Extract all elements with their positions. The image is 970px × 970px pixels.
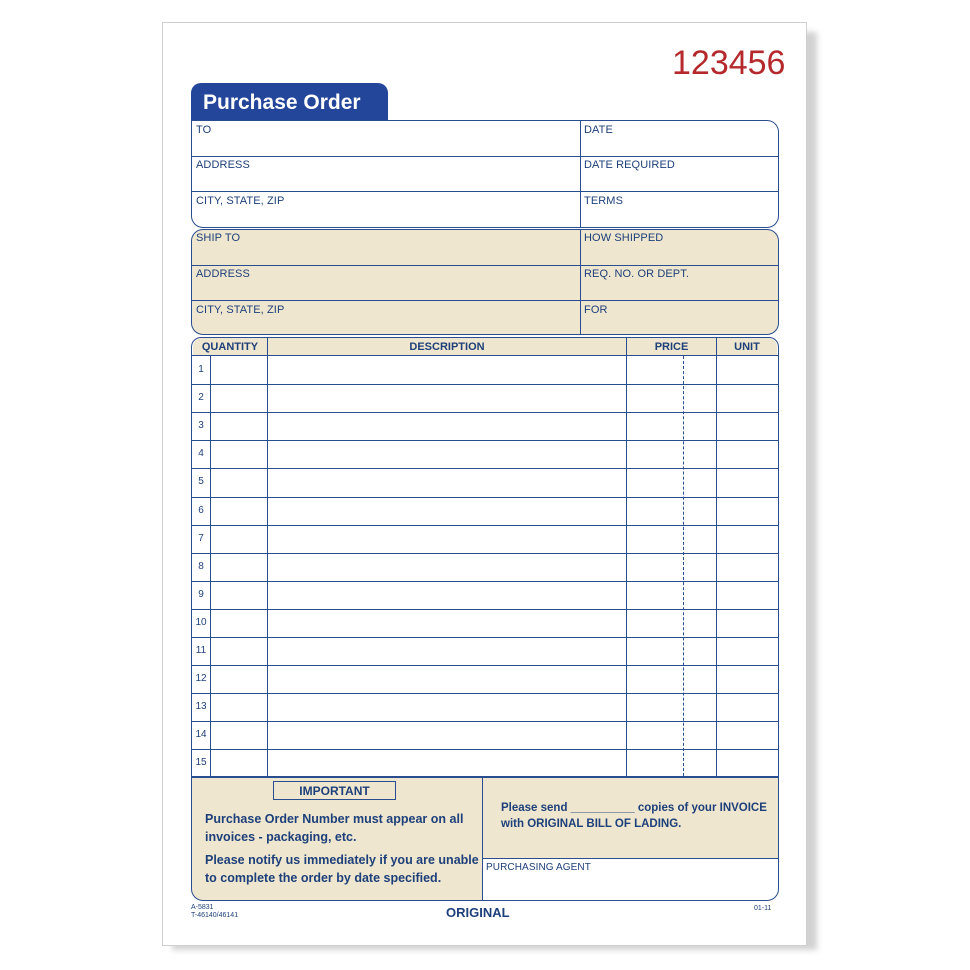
description-divider <box>626 338 627 776</box>
po-number: 123456 <box>672 44 786 82</box>
ship-section <box>191 229 779 335</box>
ship-divider <box>580 230 581 334</box>
row-line <box>192 749 778 750</box>
ship-line-1 <box>192 265 778 266</box>
form-code-1: A-5831 <box>191 904 214 911</box>
important-line-2: invoices - packaging, etc. <box>205 830 357 844</box>
row-line <box>192 468 778 469</box>
important-heading: IMPORTANT <box>273 781 396 800</box>
row-number: 5 <box>198 476 204 488</box>
row-number: 7 <box>198 532 204 544</box>
items-table <box>191 337 779 777</box>
how-shipped-label: HOW SHIPPED <box>584 232 664 244</box>
row-line <box>192 693 778 694</box>
ship-to-label: SHIP TO <box>196 232 241 244</box>
row-line <box>192 384 778 385</box>
row-line <box>192 609 778 610</box>
date-label: DATE <box>584 124 613 136</box>
unit-header: UNIT <box>717 338 777 355</box>
address-label: ADDRESS <box>196 159 250 171</box>
row-number: 4 <box>198 448 204 460</box>
price-cents-divider <box>683 356 684 776</box>
ship-address-label: ADDRESS <box>196 268 250 280</box>
to-line-2 <box>192 191 778 192</box>
terms-label: TERMS <box>584 195 623 207</box>
req-no-label: REQ. NO. OR DEPT. <box>584 268 689 280</box>
row-number: 2 <box>198 392 204 404</box>
form-code-2: T-46140/46141 <box>191 912 239 919</box>
to-section <box>191 120 779 228</box>
price-divider <box>716 338 717 776</box>
quantity-header: QUANTITY <box>193 338 267 355</box>
row-number: 6 <box>198 504 204 516</box>
date-code: 01-11 <box>754 905 772 912</box>
invoice-note-line-2: with ORIGINAL BILL OF LADING. <box>501 818 682 830</box>
price-header: PRICE <box>627 338 716 355</box>
important-line-4: to complete the order by date specified. <box>205 871 442 885</box>
row-line <box>192 412 778 413</box>
purchasing-agent-label: PURCHASING AGENT <box>486 862 591 873</box>
ship-line-2 <box>192 300 778 301</box>
row-line <box>192 721 778 722</box>
row-line <box>192 581 778 582</box>
row-number: 8 <box>198 560 204 572</box>
row-number: 12 <box>195 673 207 685</box>
row-line <box>192 553 778 554</box>
to-label: TO <box>196 124 212 136</box>
row-number: 15 <box>195 757 207 769</box>
copy-label: ORIGINAL <box>446 905 510 920</box>
invoice-note-line-1: Please send __________ copies of your INVOICE <box>501 802 767 814</box>
city-state-zip-label: CITY, STATE, ZIP <box>196 195 285 207</box>
quantity-divider <box>267 338 268 776</box>
row-line <box>192 440 778 441</box>
row-number-divider <box>210 356 211 776</box>
row-line <box>192 665 778 666</box>
header-bottom-line <box>192 355 778 356</box>
form-title: Purchase Order <box>191 83 388 121</box>
row-number: 9 <box>198 588 204 600</box>
row-line <box>192 525 778 526</box>
to-divider <box>580 121 581 227</box>
for-label: FOR <box>584 304 608 316</box>
important-line-1: Purchase Order Number must appear on all <box>205 812 464 826</box>
row-number: 10 <box>195 616 207 628</box>
description-header: DESCRIPTION <box>268 338 626 355</box>
important-line-3: Please notify us immediately if you are unable <box>205 853 479 867</box>
row-number: 3 <box>198 420 204 432</box>
row-line <box>192 637 778 638</box>
ship-city-label: CITY, STATE, ZIP <box>196 304 285 316</box>
row-number: 11 <box>195 645 207 656</box>
row-number: 13 <box>195 701 207 713</box>
row-line <box>192 497 778 498</box>
row-number: 1 <box>198 364 204 375</box>
to-line-1 <box>192 156 778 157</box>
row-number: 14 <box>195 729 207 741</box>
date-required-label: DATE REQUIRED <box>584 159 675 171</box>
